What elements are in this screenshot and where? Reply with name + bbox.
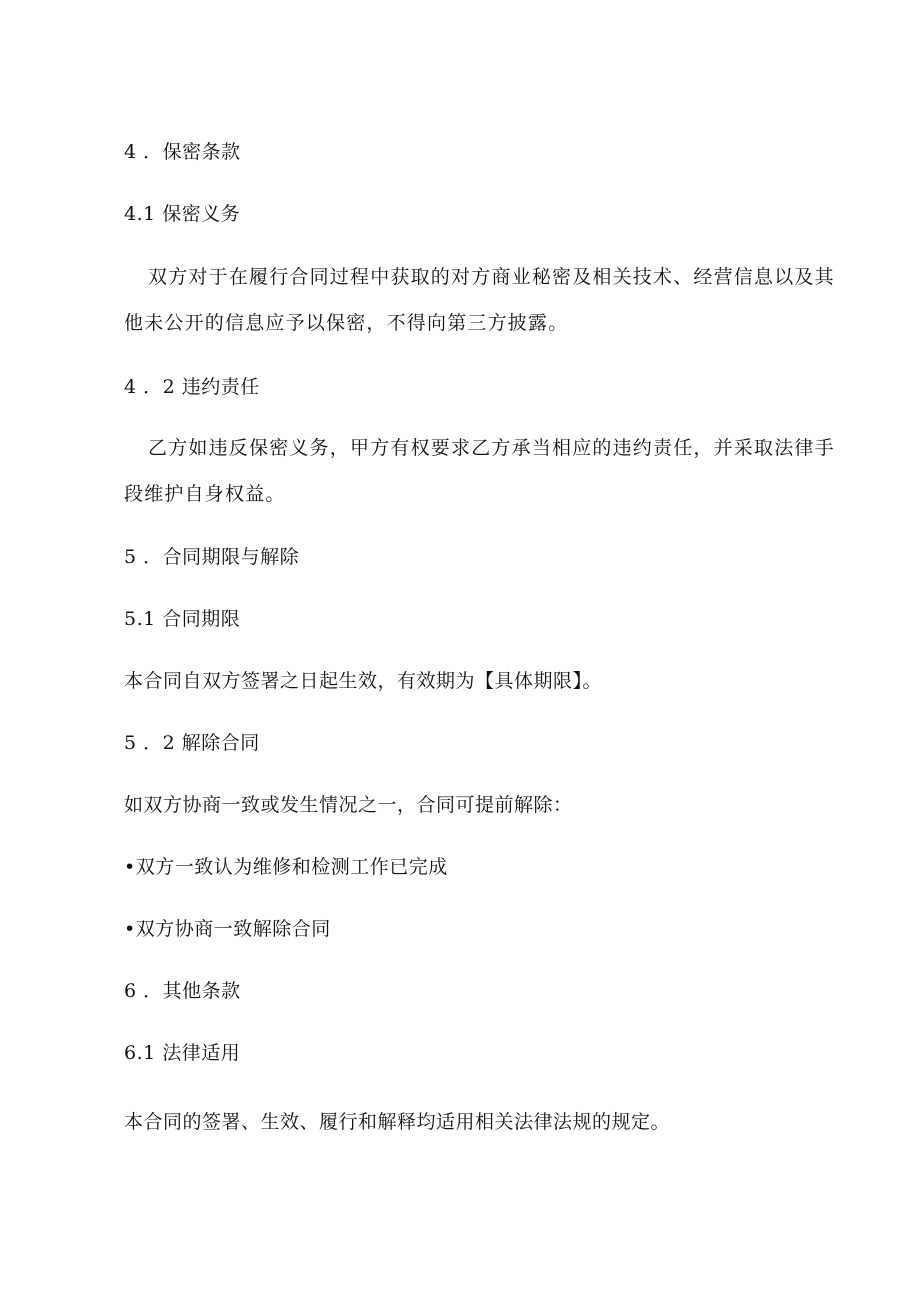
section-4-2-paragraph xyxy=(124,425,835,517)
section-4-1-heading: 4.1 保密义务 xyxy=(124,203,241,225)
section-5-2-paragraph: 如双方协商一致或发生情况之一，合同可提前解除： xyxy=(124,794,573,816)
section-6-1-heading: 6.1 法律适用 xyxy=(124,1042,241,1064)
section-4-heading: 4 ．保密条款 xyxy=(124,141,241,163)
section-5-heading: 5 ．合同期限与解除 xyxy=(124,546,300,568)
section-6-1-paragraph: 本合同的签署、生效、履行和解释均适用相关法律法规的规定。 xyxy=(124,1111,671,1133)
section-4-1-paragraph xyxy=(124,254,835,346)
paragraph-line: 他未公开的信息应予以保密，不得向第三方披露。 xyxy=(124,312,569,334)
paragraph-line: 乙方如违反保密义务，甲方有权要求乙方承当相应的违约责任，并采取法律手 xyxy=(148,437,835,459)
section-4-2-heading: 4 ．2 违约责任 xyxy=(124,376,260,398)
section-5-1-heading: 5.1 合同期限 xyxy=(124,608,241,630)
section-6-heading: 6 ．其他条款 xyxy=(124,980,241,1002)
section-5-1-paragraph: 本合同自双方签署之日起生效，有效期为【具体期限】。 xyxy=(124,670,603,692)
section-5-2-heading: 5 ．2 解除合同 xyxy=(124,732,260,754)
bullet-item: •双方一致认为维修和检测工作已完成 xyxy=(124,856,448,878)
paragraph-line: 段维护自身权益。 xyxy=(124,483,286,505)
bullet-item: •双方协商一致解除合同 xyxy=(124,918,331,940)
paragraph-line: 双方对于在履行合同过程中获取的对方商业秘密及相关技术、经营信息以及其 xyxy=(148,266,835,288)
